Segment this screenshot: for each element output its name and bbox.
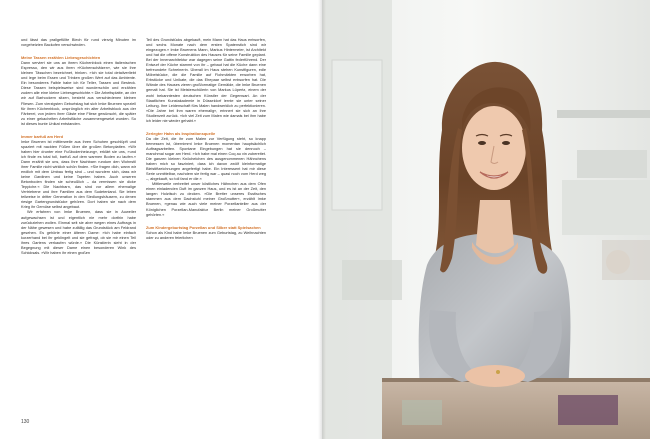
body-paragraph: Imke Bruenen ist mittlerweile aus ihren Schuhen geschlüpft und spaziert mit nackten Füßen über die großen Betonplatten. »Wir haben hier drunter eine Fußbodenheizung«, erklärt sie uns, »und ich finde es total toll, barfuß auf dem warmen Boden zu laufen.« Dann erzählt sie uns, dass Ihre Nachbarn rundum den Wohnstil ihrer Familie nicht wirklich schön finden. »Sie fragen dich, wann wir endlich mit dem Umbau fertig sind – und wundern sich, dass wir keine Gardinen und keine Tapeten haben. Auch unseren Betonboden finden sie scheußlich – da vermissen sie dicke Teppiche.« Die Nachbarn, das sind vor allem ehemalige Vertriebene und ihre Familien aus dem Sudetenland. Sie leben teilweise in dritter Generation in den Siedlungshäusern, zu denen riesige Gartengrundstücke gehören. Dort haben sie nach dem Krieg ihr Gemüse selbst angebaut. bbox=[21, 139, 136, 210]
portrait-photo bbox=[322, 0, 650, 439]
section-heading: Meine Tassen erzählen Liebesgeschichten bbox=[21, 55, 101, 61]
body-paragraph: Schon als Kind habe Imke Bruenen zum Geburtstag, zu Weihnachten oder zu anderen feierlichen bbox=[146, 230, 266, 240]
body-paragraph: Da die Zeit, die ihr zum Malen zur Verfügung steht, so knapp bemessen ist, übernimmt Imke Bruenen momentan hauptsächlich Auftragsarbeiten. Spontane Eingebungen hat sie dennoch – manchmal sogar am Herd. »Ich habe mal einen Coq au vin zubereitet. Die ganzen kleinen Knöchelchen des ausgenommenen Hähnchens haben mich so fasziniert, dass ich davon zwölf kleinformatige Bleistiftzeichnungen angefertigt habe. Ein Interessent hat mir diese Serie unmittelbar, nachdem sie fertig war – quasi noch vom Herd weg –, abgekauft, so toll fand er die.« bbox=[146, 136, 266, 182]
left-page bbox=[0, 0, 322, 439]
body-paragraph: Wir erfahren von Imke Bruenen, dass sie in Auweiler aufgewachsen ist und eigentlich nie mehr dorthin habe zurückziehen wollen. Einmal seit sie aber wegen eines Auftrags in der Nähe gewesen und habe zufällig das Grundstück am Feldrand gesehen. Es gehörte einer älteren Dame: »Ich habe einfach kurzerhand bei ihr geklingelt und sie gefragt, ob sie mir einen Teil ihres Gartens verkaufen würde.« Die Künstlerin sieht in der Begegnung mit dieser Dame einen besonderen Wink des Schicksals. »Wir haben ihr einen großen bbox=[21, 210, 136, 255]
hands bbox=[465, 365, 525, 387]
page-number: 130 bbox=[21, 419, 30, 425]
body-paragraph: und lässt das prallgefüllte Blech für rund vierzig Minuten im vorgeheizten Backofen verschwinden. bbox=[21, 38, 136, 48]
body-paragraph: Mittlerweile verbreitet unser köstliches Hähnchen aus dem Ofen einen einladenden Duft im ganzen Haus, und es ist an der Zeit, den langen Holztisch zu decken. »Die Bretter unseres Esstisches stammen aus dem Dachstuhl meiner Großmutter«, erzählt Imke Bruenen, »genau wie auch viele meiner Porzellanteller aus der Königlichen Porzellan-Manufaktur Berlin meiner Großmutter gehörten.« bbox=[146, 182, 266, 217]
right-page bbox=[322, 0, 650, 439]
section-heading: Zum Kindergeburtstag Porzellan und Silber statt Spielsachen bbox=[146, 224, 261, 230]
text-column-1 bbox=[21, 38, 136, 256]
text-column-2 bbox=[146, 38, 266, 241]
body-paragraph: Dann serviert sie uns an ihrem Küchenblock einen italienischen Espresso, den wir aus ihren »Küchenschätzen«, wie sie ihre kleinen Tässchen bezeichnet, trinken. »Ich sie total detailverliebt und lege beim Essen und Trinken großen Wert auf das Ambiente. Ein besonderes Faible habe ich für Teller, Tassen und Besteck. Diese Tassen beispielsweise sind wunderschön und erzählen zudem alle eine kleine Liebesgeschichte.« Die Arbeitsplatte, an der wir auf Barhockern sitzen, besteht aus verschiedenen kleinen Fliesen. Zum vierzigsten Geburtstag hat sich Imke Bruenen speziell für ihren Küchenblock, ursprünglich ein alter Arbeitsblock aus der Färberei, von jedem ihrer Gäste eine Fliese gewünscht, die später zu einer gekachelten Arbeitsfläche zusammengesetzt wurden. So ist dieses bunte Unikat entstanden. bbox=[21, 61, 136, 126]
page-gutter bbox=[318, 0, 326, 439]
section-heading: Zerlegter Hahn als Inspirationsquelle bbox=[146, 130, 216, 136]
section-heading: Immer barfuß am Herd bbox=[21, 133, 64, 139]
body-paragraph: Teil des Grundstücks abgekauft, mein Mann hat das Haus entworfen, und sechs Monate nach dem ersten Spatenstich sind wir eingezogen.« Imke Bruenens Mann, Markus Hintermeier, ist Architekt und hat die offene Konstruktion des Hauses für seine Familie geplant. Bei der Innenarchitektur war dagegen seine Gattin federführend. Der Entwurf der Küche stammt von ihr – gebaut hat die Küche dann eine befreundete Schreinerin. Überall im Haus stehen Kunstfiguren, edle Möbelstücke, die die Familie auf Flohmärkten erworben hat, Erbstücke und Unikate, die das Ehepaar selbst entworfen hat. Die Wände des Hauses zieren großformatige Gemälde, die Imke Bruenen gemalt hat. Sie ist Meisterschülerin von Markus Lüpertz, einem der wohl bekanntesten deutschen Künstler der Gegenwart. An der Staatlichen Kunstakademie in Düsseldorf lernte sie unter seiner Leitung. Ihre Leidenschaft fürs Malen handwerklich zu perfektionieren. »Die Jahre bei ihm waren ehemalig«, erinnert sie sich an ihre Studienzeit zurück. »Ich viel Zeit zum Malen wie damals bei ihm habe ich leider nie wieder gehabt.« bbox=[146, 38, 266, 123]
